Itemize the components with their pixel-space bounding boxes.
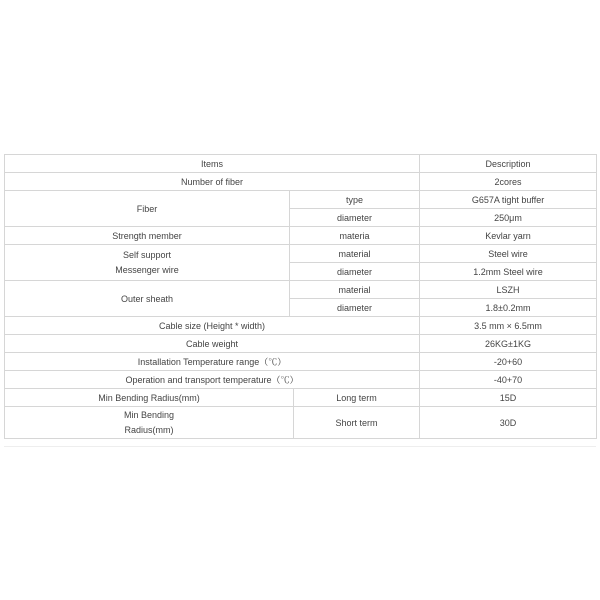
bending-short-label (5, 407, 294, 439)
messenger-diameter-label: diameter (290, 263, 420, 281)
outer-sheath-diameter-label: diameter (290, 299, 420, 317)
operation-temp-label: Operation and transport temperature（℃） (5, 371, 420, 389)
table-row (5, 191, 597, 209)
description-header: Description (420, 155, 597, 173)
cable-weight-label: Cable weight (5, 335, 420, 353)
cable-size-label: Cable size (Height * width) (5, 317, 420, 335)
install-temp-label: Installation Temperature range（℃） (5, 353, 420, 371)
table-row (5, 317, 597, 335)
table-row (5, 245, 597, 263)
fiber-type-value: G657A tight buffer (420, 191, 597, 209)
cable-weight-value: 26KG±1KG (420, 335, 597, 353)
messenger-label-line1: Self support (122, 249, 172, 260)
strength-member-value: Kevlar yarn (420, 227, 597, 245)
number-of-fiber-value: 2cores (420, 173, 597, 191)
messenger-label-line2: Messenger wire (115, 264, 179, 275)
messenger-diameter-value: 1.2mm Steel wire (420, 263, 597, 281)
table-row (5, 407, 597, 439)
bending-short-label-line2: Radius(mm) (124, 424, 174, 435)
bending-short-value: 30D (420, 407, 597, 439)
bending-long-label: Min Bending Radius(mm) (5, 389, 294, 407)
strength-member-sub: materia (290, 227, 420, 245)
bending-short-label-line1: Min Bending (123, 409, 175, 420)
table-row (5, 389, 597, 407)
install-temp-value: -20+60 (420, 353, 597, 371)
table-row (5, 335, 597, 353)
fiber-type-label: type (290, 191, 420, 209)
fiber-diameter-value: 250μm (420, 209, 597, 227)
messenger-material-label: material (290, 245, 420, 263)
items-header: Items (5, 155, 420, 173)
bending-short-term: Short term (294, 407, 420, 439)
table-row (5, 281, 597, 299)
table-bottom-divider (4, 446, 596, 447)
messenger-material-value: Steel wire (420, 245, 597, 263)
bending-long-value: 15D (420, 389, 597, 407)
outer-sheath-label: Outer sheath (5, 281, 290, 317)
outer-sheath-material-value: LSZH (420, 281, 597, 299)
table-row (5, 227, 597, 245)
header-row (5, 155, 597, 173)
operation-temp-value: -40+70 (420, 371, 597, 389)
messenger-label (5, 245, 290, 281)
fiber-diameter-label: diameter (290, 209, 420, 227)
spec-table (4, 154, 597, 439)
cable-size-value: 3.5 mm × 6.5mm (420, 317, 597, 335)
table-row (5, 371, 597, 389)
outer-sheath-diameter-value: 1.8±0.2mm (420, 299, 597, 317)
strength-member-label: Strength member (5, 227, 290, 245)
outer-sheath-material-label: material (290, 281, 420, 299)
table-row (5, 173, 597, 191)
bending-long-term: Long term (294, 389, 420, 407)
fiber-label: Fiber (5, 191, 290, 227)
number-of-fiber-label: Number of fiber (5, 173, 420, 191)
table-row (5, 353, 597, 371)
